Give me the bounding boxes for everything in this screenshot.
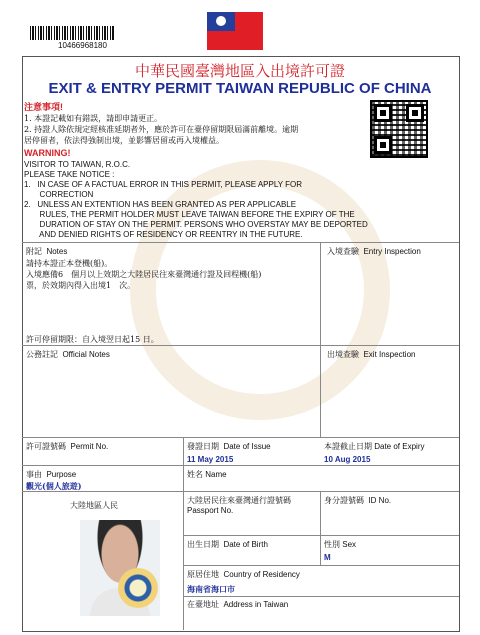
notes-line: 票，於效期內得入出境1 次。 — [26, 281, 136, 290]
country-of-residency-value: 海南省海口市 — [187, 584, 235, 594]
sex-label: 性別 Sex — [324, 540, 357, 549]
entry-inspection-label: 入境查驗 Entry Inspection — [327, 247, 421, 256]
country-of-residency-label: 原居住地 Country of Residency — [187, 570, 300, 579]
notice-line: 1. 本證記載如有錯誤，請即申請更正。 — [24, 114, 163, 123]
date-of-birth-label: 出生日期 Date of Birth — [187, 540, 268, 549]
notice-heading: 注意事項! — [24, 102, 63, 112]
immigration-agency-seal-watermark — [130, 160, 390, 420]
date-of-issue-value: 11 May 2015 — [187, 455, 234, 464]
passport-no-label: 大陸居民往來臺灣通行證號碼 Passport No. — [187, 496, 291, 515]
title-zh: 中華民國臺灣地區入出境許可證 — [134, 62, 345, 80]
warning-line: PLEASE TAKE NOTICE : — [24, 170, 115, 179]
warning-line: DURATION OF STAY ON THE PERMIT. PERSONS WHO OVERSTAY MAY BE DEPORTED — [24, 220, 368, 229]
warning-line: CORRECTION — [24, 190, 94, 199]
notice-line: 居停留者，依法得強制出境，並影響居留或再入境權益。 — [24, 136, 224, 145]
notes-line: 請持本證正本登機(船)。 — [26, 259, 113, 268]
notes-line: 入境應備6 個月以上效期之大陸居民往來臺灣通行證及回程機(船) — [26, 270, 262, 279]
date-of-issue-label: 發證日期 Date of Issue — [187, 442, 271, 451]
permit-no-label: 許可證號碼 Permit No. — [26, 442, 109, 451]
warning-line: AND DENIED RIGHTS OF RESIDENCY OR REENTRY IN THE FUTURE. — [24, 230, 303, 239]
date-of-expiry-label: 本證截止日期 Date of Expiry — [324, 442, 425, 451]
divider — [183, 565, 459, 566]
photo-caption: 大陸地區人民 — [70, 501, 118, 510]
barcode — [30, 26, 114, 40]
warning-line: RULES, THE PERMIT HOLDER MUST LEAVE TAIWAN BEFORE THE EXPIRY OF THE — [24, 210, 355, 219]
notice-line: 2. 持證人除依規定經核准延期者外，應於許可在臺停留期限屆滿前離境。逾期 — [24, 125, 299, 134]
title-en: EXIT & ENTRY PERMIT TAIWAN REPUBLIC OF CHINA — [48, 80, 432, 97]
name-label: 姓名 Name — [187, 470, 227, 479]
warning-line: 2. UNLESS AN EXTENTION HAS BEEN GRANTED AS PER APPLICABLE — [24, 200, 297, 209]
exit-inspection-label: 出境查驗 Exit Inspection — [327, 350, 416, 359]
warning-heading: WARNING! — [24, 148, 71, 158]
barcode-number: 10466968180 — [58, 41, 107, 50]
warning-line: 1. IN CASE OF A FACTUAL ERROR IN THIS PERMIT, PLEASE APPLY FOR — [24, 180, 303, 189]
divider — [320, 242, 321, 437]
date-of-expiry-value: 10 Aug 2015 — [324, 455, 371, 464]
divider — [22, 242, 459, 243]
address-in-taiwan-label: 在臺地址 Address in Taiwan — [187, 600, 289, 609]
divider — [22, 465, 459, 466]
sex-value: M — [324, 553, 331, 562]
id-no-label: 身分證號碼 ID No. — [324, 496, 392, 505]
warning-line: VISITOR TO TAIWAN, R.O.C. — [24, 160, 131, 169]
divider — [183, 491, 459, 492]
divider — [320, 491, 321, 565]
qr-code — [370, 100, 428, 158]
notes-label: 附記 Notes — [26, 247, 68, 256]
purpose-label: 事由 Purpose — [26, 470, 77, 479]
agency-emblem-icon — [118, 568, 158, 608]
divider — [183, 596, 459, 597]
official-notes-label: 公務註記 Official Notes — [26, 350, 110, 359]
divider — [183, 535, 459, 536]
purpose-value: 觀光(個人旅遊) — [26, 481, 82, 491]
divider — [22, 437, 459, 438]
divider — [22, 345, 459, 346]
roc-flag-icon — [207, 12, 263, 50]
stay-duration: 許可停留期限：自入境翌日起15 日。 — [26, 335, 159, 344]
